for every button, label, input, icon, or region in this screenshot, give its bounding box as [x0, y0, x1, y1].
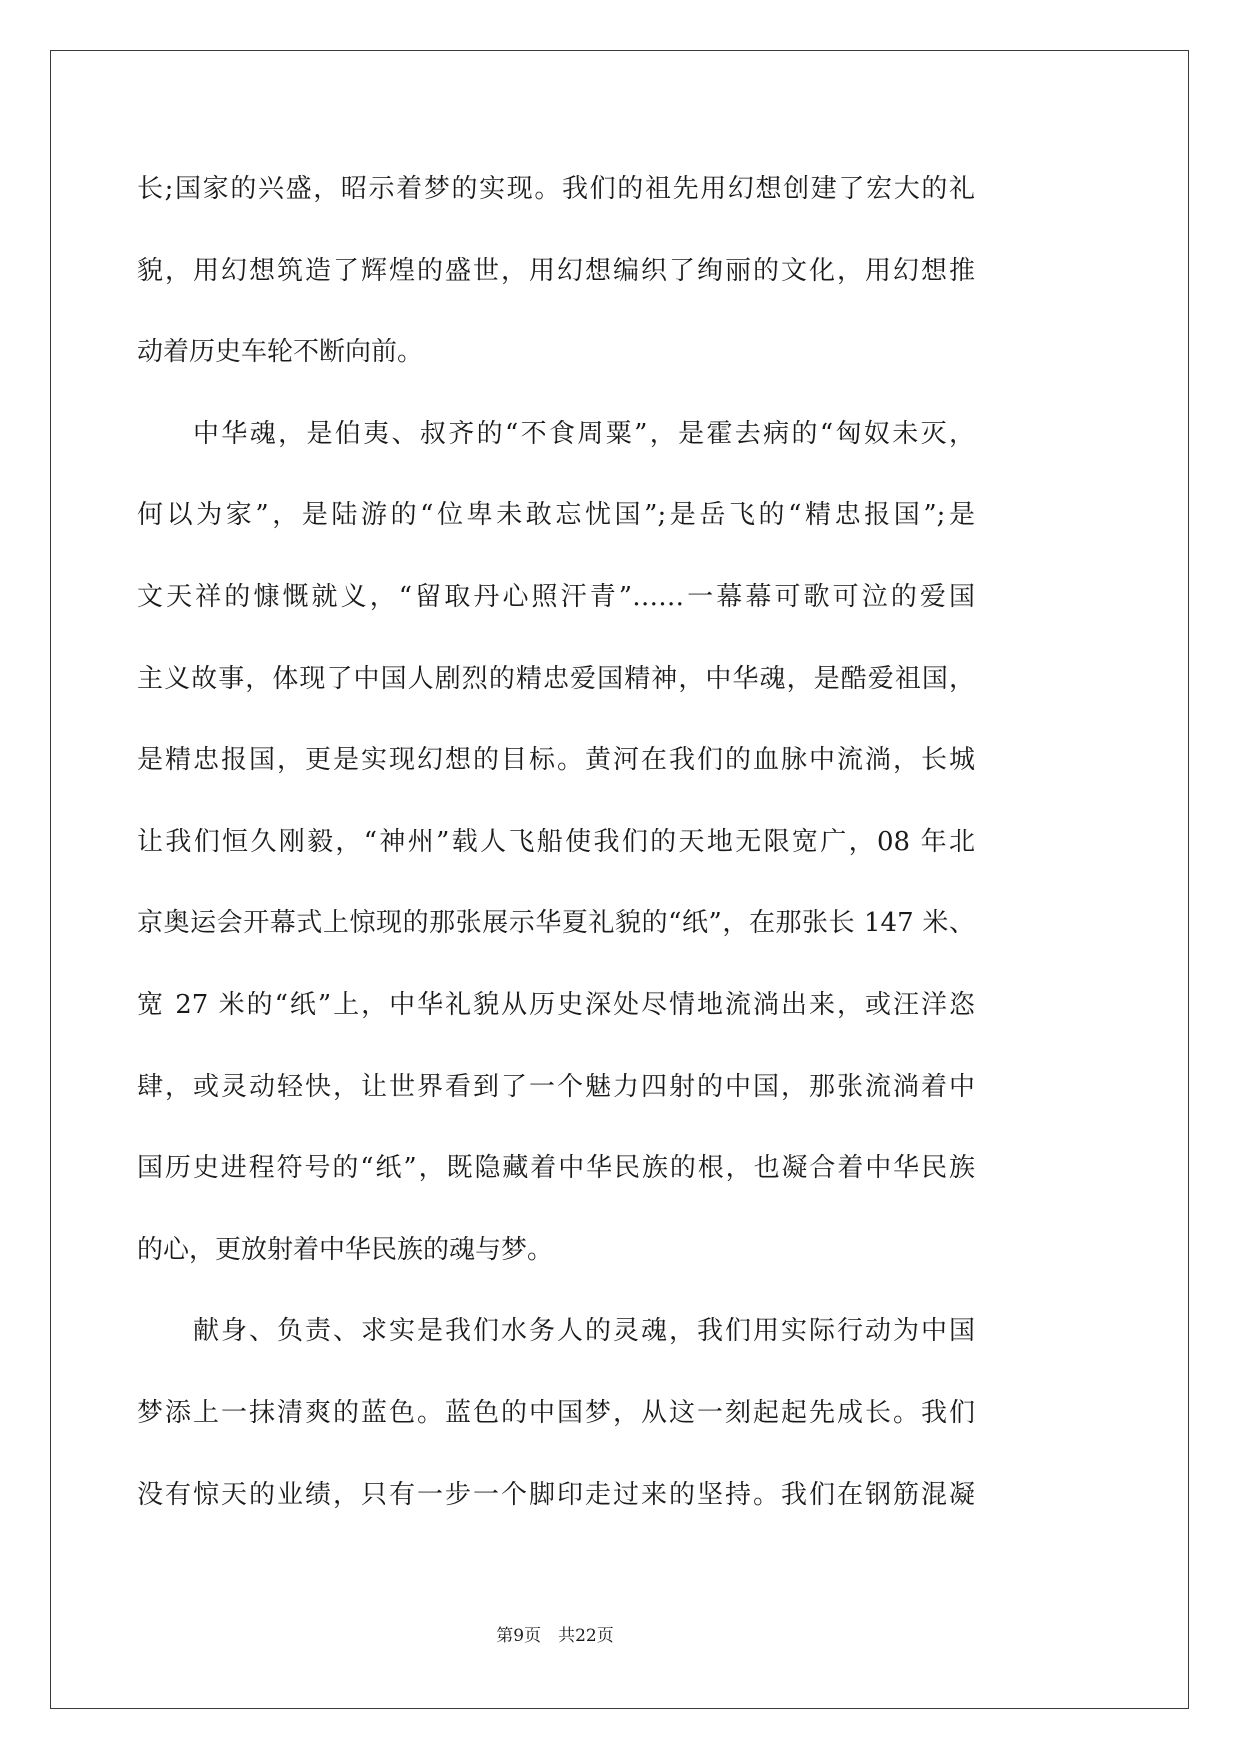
text-line: 国历史进程符号的“纸”，既隐藏着中华民族的根，也凝合着中华民族: [137, 1153, 975, 1184]
text-line: 主义故事，体现了中国人剧烈的精忠爱国精神，中华魂，是酷爱祖国，: [137, 663, 975, 694]
text-line: 让我们恒久刚毅，“神州”载人飞船使我们的天地无限宽广，08 年北: [137, 826, 975, 857]
text-line: 的心，更放射着中华民族的魂与梦。: [137, 1234, 554, 1265]
text-line: 中华魂，是伯夷、叔齐的“不食周粟”，是霍去病的“匈奴未灭，: [193, 418, 975, 449]
paragraph: [137, 394, 975, 1292]
text-line: 是精忠报国，更是实现幻想的目标。黄河在我们的血脉中流淌，长城: [137, 745, 975, 776]
text-line: 动着历史车轮不断向前。: [137, 337, 424, 368]
text-line: 献身、负责、求实是我们水务人的灵魂，我们用实际行动为中国: [193, 1316, 975, 1347]
text-line: 长;国家的兴盛，昭示着梦的实现。我们的祖先用幻想创建了宏大的礼: [137, 174, 975, 204]
text-line: 梦添上一抹清爽的蓝色。蓝色的中国梦，从这一刻起起先成长。我们: [137, 1397, 975, 1428]
text-line: 何以为家”，是陆游的“位卑未敢忘忧国”;是岳飞的“精忠报国”;是: [137, 500, 975, 531]
text-line: 文天祥的慷慨就义，“留取丹心照汗青”……一幕幕可歌可泣的爱国: [137, 581, 975, 612]
text-line: 貌，用幻想筑造了辉煌的盛世，用幻想编织了绚丽的文化，用幻想推: [137, 255, 975, 286]
paragraph: [137, 149, 975, 394]
text-line: 没有惊天的业绩，只有一步一个脚印走过来的坚持。我们在钢筋混凝: [137, 1479, 975, 1510]
text-line: 京奥运会开幕式上惊现的那张展示华夏礼貌的“纸”，在那张长 147 米、: [137, 908, 975, 939]
text-line: 肆，或灵动轻快，让世界看到了一个魅力四射的中国，那张流淌着中: [137, 1071, 975, 1102]
document-body: [137, 149, 975, 1536]
text-line: 宽 27 米的“纸”上，中华礼貌从历史深处尽情地流淌出来，或汪洋恣: [137, 989, 975, 1020]
page-number-label: 第9页 共22页: [496, 1626, 614, 1646]
page-footer: [440, 1624, 670, 1648]
paragraph: [137, 1291, 975, 1536]
